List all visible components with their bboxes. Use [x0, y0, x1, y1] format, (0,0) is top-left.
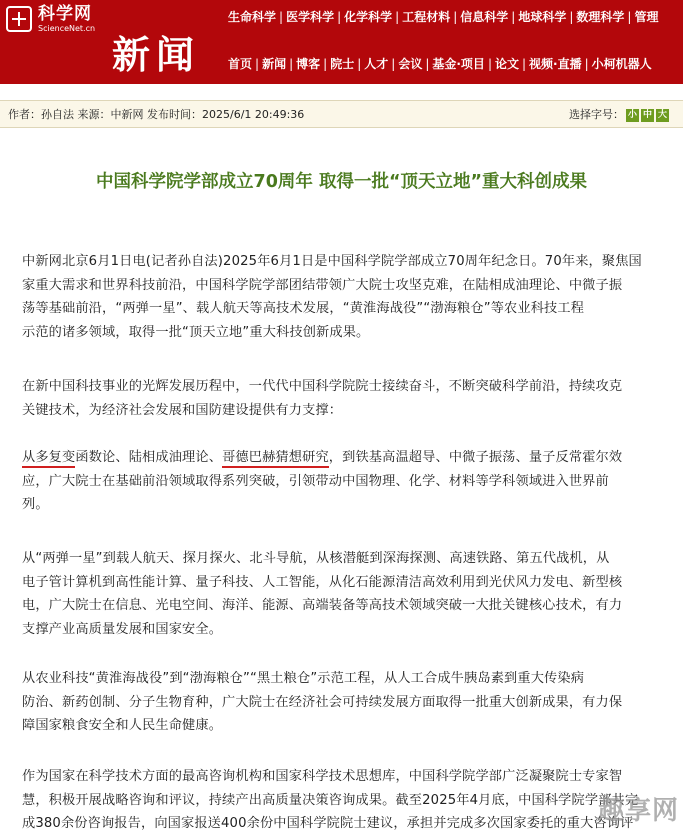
- paragraph-line: 电子管计算机到高性能计算、量子科技、人工智能，从化石能源清洁高效利用到光伏风力发电、新型核: [22, 574, 623, 590]
- nav-category-engineering[interactable]: 工程材料: [402, 10, 451, 24]
- main-nav: 首页 | 新闻 | 博客 | 院士 | 人才 | 会议 | 基金·项目 | 论文 | 视频·直播 | 小柯机器人: [228, 57, 652, 71]
- watermark: 趣享网: [597, 796, 679, 826]
- article-paragraph-3: [22, 446, 667, 517]
- paragraph-text: ，到铁基高温超导、中微子振荡、量子反常霍尔效: [328, 450, 623, 465]
- paragraph-line: 慧，积极开展战略咨询和评议，持续产出高质量决策咨询成果。截至2025年4月底，中国科学院学部共完: [22, 792, 639, 808]
- article-paragraph-5: [22, 667, 667, 738]
- category-nav: 生命科学 | 医学科学 | 化学科学 | 工程材料 | 信息科学 | 地球科学 | 数理科学 | 管理: [228, 10, 659, 24]
- paragraph-line: 从农业科技“黄淮海战役”到“渤海粮仓”“黑土粮仓”示范工程，从人工合成牛胰岛素到重大传染病: [22, 671, 585, 686]
- paragraph-line: 从“两弹一星”到载人航天、探月探火、北斗导航，从核潜艇到深海探测、高速铁路、第五代战机，从: [22, 551, 610, 566]
- nav-papers[interactable]: 论文: [494, 57, 519, 71]
- paragraph-line: 列。: [22, 497, 49, 513]
- article-paragraph-1: [22, 250, 667, 344]
- nav-category-chemistry[interactable]: 化学科学: [344, 10, 393, 24]
- article-meta: 作者：孙自法 来源：中新网 发布时间：2025/6/1 20:49:36: [8, 108, 305, 121]
- site-logo[interactable]: [6, 5, 110, 33]
- font-size-selector: [569, 107, 669, 123]
- nav-video-live[interactable]: 视频·直播: [529, 57, 582, 71]
- paragraph-line: 障国家粮食安全和人民生命健康。: [22, 718, 223, 734]
- article-meta-bar: [0, 100, 683, 128]
- nav-category-information[interactable]: 信息科学: [460, 10, 509, 24]
- paragraph-line: 成380余份咨询报告，向国家报送400余份中国科学院院士建议，承担并完成多次国家委托的重大咨询评: [22, 816, 634, 832]
- logo-emblem-icon: [6, 6, 32, 32]
- nav-category-medicine[interactable]: 医学科学: [286, 10, 335, 24]
- paragraph-line: 防治、新药创制、分子生物育种，广大院士在经济社会可持续发展方面取得一批重大创新成果，有力保: [22, 694, 623, 710]
- paragraph-line: 支撑产业高质量发展和国家安全。: [22, 621, 223, 637]
- paragraph-line: 示范的诸多领域，取得一批“顶天立地”重大科技创新成果。: [22, 324, 370, 340]
- nav-category-life[interactable]: 生命科学: [228, 10, 277, 24]
- paragraph-line: 电，广大院士在信息、光电空间、海洋、能源、高端装备等高技术领域突破一大批关键核心技术，有力: [22, 598, 623, 614]
- paragraph-line: 家重大需求和世界科技前沿，中国科学院学部团结带领广大院士攻坚克难，在陆相成油理论、中微子振: [22, 277, 623, 293]
- paragraph-line: 关键技术，为经济社会发展和国防建设提供有力支撑：: [22, 402, 343, 418]
- font-size-large-button[interactable]: 大: [657, 109, 667, 120]
- nav-blog[interactable]: 博客: [296, 57, 321, 71]
- nav-category-earth[interactable]: 地球科学: [518, 10, 567, 24]
- logo-text: 科学网: [38, 4, 92, 24]
- logo-domain: ScienceNet.cn: [38, 24, 96, 33]
- paragraph-line: [22, 446, 667, 470]
- underlined-phrase: 从多复变: [22, 450, 75, 468]
- nav-xiaoke-robot[interactable]: 小柯机器人: [591, 57, 652, 71]
- paragraph-line: 在新中国科技事业的光辉发展历程中，一代代中国科学院院士接续奋斗，不断突破科学前沿，持续攻克: [22, 379, 623, 394]
- article-paragraph-4: [22, 547, 667, 641]
- paragraph-line: 荡等基础前沿，“两弹一星”、载人航天等高技术发展，“黄淮海战役”“渤海粮仓”等农业科技工程: [22, 301, 585, 317]
- paragraph-text: 函数论、陆相成油理论、: [75, 450, 223, 465]
- underlined-phrase: 哥德巴赫猜想研究: [222, 450, 329, 468]
- section-title: 新闻: [112, 32, 201, 77]
- nav-funding-projects[interactable]: 基金·项目: [432, 57, 485, 71]
- nav-category-math-physics[interactable]: 数理科学: [576, 10, 625, 24]
- paragraph-line: 应，广大院士在基础前沿领域取得系列突破，引领带动中国物理、化学、材料等学科领域进入世界前: [22, 473, 609, 489]
- nav-category-management[interactable]: 管理: [634, 10, 659, 24]
- nav-talent[interactable]: 人才: [364, 57, 389, 71]
- font-size-label: 选择字号：: [569, 108, 624, 121]
- article-paragraph-6: [22, 765, 667, 836]
- nav-home[interactable]: 首页: [228, 57, 253, 71]
- font-size-medium-button[interactable]: 中: [642, 109, 652, 120]
- nav-conference[interactable]: 会议: [398, 57, 423, 71]
- site-header: [0, 0, 683, 84]
- nav-news[interactable]: 新闻: [262, 57, 287, 71]
- nav-academicians[interactable]: 院士: [330, 57, 355, 71]
- article-title: 中国科学院学部成立70周年 取得一批“顶天立地”重大科创成果: [96, 172, 587, 192]
- font-size-small-button[interactable]: 小: [627, 109, 637, 120]
- article-paragraph-2: [22, 375, 667, 422]
- paragraph-line: 中新网北京6月1日电(记者孙自法)2025年6月1日是中国科学院学部成立70周年纪念日。70年来，聚焦国: [22, 254, 642, 269]
- paragraph-line: 作为国家在科学技术方面的最高咨询机构和国家科学技术思想库，中国科学院学部广泛凝聚院士专家智: [22, 769, 623, 784]
